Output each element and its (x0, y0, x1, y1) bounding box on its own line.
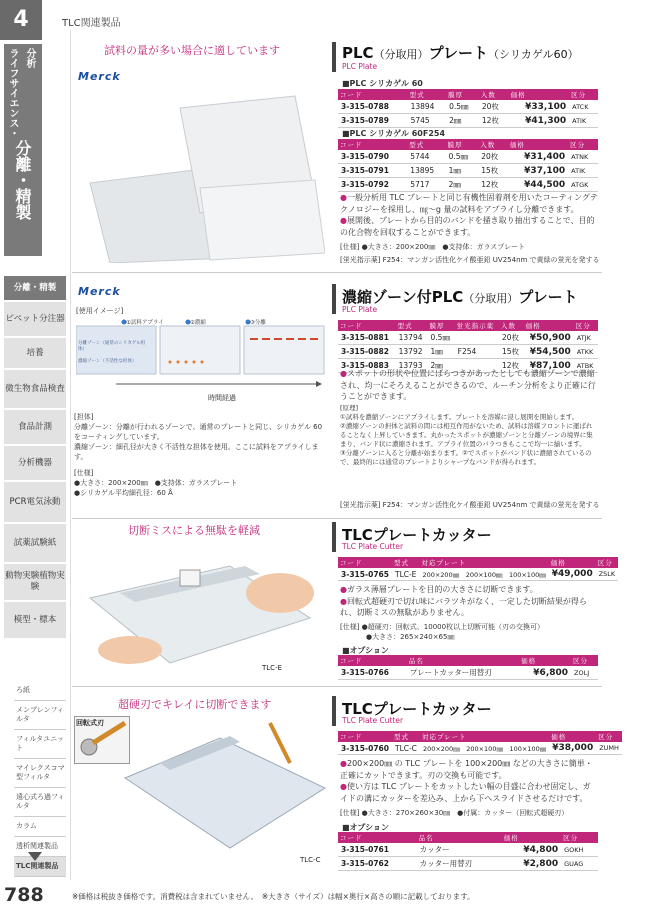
title-bar (332, 42, 336, 72)
support-desc: [担体] 分離ゾーン：分離が行われるゾーンで、通常のプレートと同じ、シリカゲル 60 をコーティングしています。 濃縮ゾーン：細孔径が大きく不活性な担体を使用。ここに試料をアプライします。 [仕様] ●大きさ：200×200㎜ ●支持体：ガラスプレート ●シリカゲル平均細孔径：60 Å (74, 413, 323, 497)
table-row: 3-315-0760 TLC-C 200×200㎜ 200×100㎜ 100×100㎜ ¥38,000 ZUMH (338, 742, 622, 755)
product-title: 濃縮ゾーン付PLC（分取用）プレート (342, 288, 578, 306)
table-row: 3-315-0788 13894 0.5㎜ 20枚 ¥33,100 ATCK (338, 100, 598, 114)
fluorescent-note: [蛍光指示薬] F254：マンガン活性化ケイ酸亜鉛 UV254nm で黄緑の蛍光を発する (340, 501, 600, 509)
table-row: 3-315-0762 カッター用替刃 ¥2,800 GUAG (338, 857, 598, 871)
price-table: コード 型式 膜厚 入数 価格 区分 3-315-0790 5744 0.5㎜ 20枚 ¥31,400 ATNK 3-315-0791 13895 1㎜ 15枚 ¥37,100 ATIK 3-315-0792 5717 2㎜ 12枚 ¥44,500 ATGK (338, 139, 598, 192)
nav-item-model[interactable]: 模型・標本 (4, 602, 66, 640)
group-label: ■PLC シリカゲル 60 (342, 79, 423, 88)
sub-item[interactable]: メンブレンフィルタ (14, 701, 66, 730)
merck-logo: Merck (78, 70, 121, 83)
nav-item-analysis[interactable]: 分析機器 (4, 446, 66, 482)
feature-list: ●スポットの形状や位置にばらつきがあったとしても濃縮ゾーンで濃縮され、均一にそろえることができるので、ルーチン分析をより正確に行うことができます。 (340, 369, 596, 401)
image-label: [使用イメージ] (76, 307, 124, 315)
category-title: 分離・精製 (13, 140, 32, 220)
sidebar-category (4, 44, 42, 256)
spec: [仕様] ●大きさ：270×260×30㎜ ●付属：カッター（回転式超硬刃） (340, 809, 569, 817)
sub-item-current[interactable]: TLC関連製品 (14, 857, 66, 877)
nav-item-food[interactable]: 食品計測 (4, 410, 66, 446)
nav-item-separation[interactable]: 分離・精製 (4, 276, 66, 302)
product-subtitle: TLC Plate Cutter (342, 716, 404, 725)
sub-item[interactable]: マイレクスコマ型フィルタ (14, 759, 66, 788)
product-title: TLCプレートカッター (342, 700, 492, 718)
table-row: 3-315-0790 5744 0.5㎜ 20枚 ¥31,400 ATNK (338, 150, 598, 164)
table-row: 3-315-0882 13792 1㎜ F254 15枚 ¥54,500 ATKK (338, 345, 598, 359)
table-row: 3-315-0881 13794 0.5㎜ 20枚 ¥50,900 ATJK (338, 331, 598, 345)
option-table: コード 品名 価格 区分 3-315-0761 カッター ¥4,800 GOKH 3-315-0762 カッター用替刃 ¥2,800 GUAG (338, 832, 598, 871)
group-label: ■PLC シリカゲル 60F254 (342, 129, 446, 138)
sub-nav (14, 681, 66, 877)
chapter-number: 4 (0, 0, 42, 40)
sub-item[interactable]: 遠心式ろ過フィルタ (14, 788, 66, 817)
sub-item[interactable]: フィルタユニット (14, 730, 66, 759)
price-table: コード 型式 膜厚 入数 価格 区分 3-315-0788 13894 0.5㎜ 20枚 ¥33,100 ATCK 3-315-0789 5745 2㎜ 12枚 ¥41,300 ATIK (338, 89, 598, 128)
price-table: コード 型式 対応プレート 価格 区分 3-315-0760 TLC-C 200×200㎜ 200×100㎜ 100×100㎜ ¥38,000 ZUMH (338, 731, 622, 755)
page-number: 788 (4, 884, 44, 906)
sub-item[interactable]: ろ紙 (14, 681, 66, 701)
triangle-down-icon (28, 852, 42, 861)
divider (70, 30, 71, 880)
zone-label-separation: 分離ゾーン（通常のシリカゲル担体） (78, 341, 146, 352)
table-row: 3-315-0883 13793 2㎜ 12枚 ¥87,100 ATBK (338, 359, 598, 373)
plate-image (80, 88, 325, 263)
table-row: 3-315-0792 5717 2㎜ 12枚 ¥44,500 ATGK (338, 178, 598, 192)
table-row: 3-315-0791 13895 1㎜ 15枚 ¥37,100 ATIK (338, 164, 598, 178)
step-label-separate: ③分離 (250, 320, 266, 326)
usage-diagram (76, 318, 330, 393)
section-divider (72, 518, 602, 519)
feature-list: ●一般分析用 TLC プレートと同じ有機性固着剤を用いたコーティングテクノロジーを採用し、㎎～g 量の試料をアプライし分離できます。 ●展開後、プレートから目的のバンドを掻き取り抽出することで、目的の化合物を回収することができます。 (340, 193, 598, 237)
nav-item-microbe[interactable]: 微生物食品検査 (4, 370, 66, 410)
price-table: コード 型式 膜厚 蛍光指示薬 入数 価格 区分 3-315-0881 13794 0.5㎜ 20枚 ¥50,900 ATJK 3-315-0882 13792 1㎜ F254 15枚 ¥54,500 ATKK 3-315-0883 13793 2㎜ 12枚 ¥87,100 ATBK (338, 320, 598, 373)
image-caption: TLC-E (262, 664, 283, 672)
product-subtitle: TLC Plate Cutter (342, 542, 404, 551)
merck-logo: Merck (78, 285, 121, 298)
product-title: PLC（分取用）プレート（シリカゲル60） (342, 44, 579, 62)
inset-label: 回転式刃 (76, 719, 104, 727)
tagline: 超硬刃でキレイに切断できます (118, 698, 272, 711)
category-text-2: 分析 (24, 48, 35, 68)
tagline: 切断ミスによる無駄を軽減 (128, 524, 260, 537)
fluorescent-note: [蛍光指示薬] F254：マンガン活性化ケイ酸亜鉛 UV254nm で黄緑の蛍光を発する (340, 256, 600, 264)
step-label-apply: ①試料アプライ (126, 320, 164, 326)
footnote: ※価格は税抜き価格です。消費税は含まれていません。 ※大きさ（サイズ）は幅×奥行×高さの順に記載しております。 (72, 892, 475, 901)
title-bar (332, 284, 336, 314)
category-label: TLC関連製品 (62, 18, 121, 29)
title-bar (332, 522, 336, 552)
option-label: ■オプション (342, 823, 389, 832)
section-divider (72, 686, 602, 687)
feature-list: ●200×200㎜ の TLC プレートを 100×200㎜ などの大きさに簡単・正確にカットできます。刃の交換も可能です。 ●使い方は TLC プレートをカットしたい幅の目盛に合わせ固定し、ガイドの溝にカッターを差込み、上から下へスライドさせるだけです。 (340, 759, 593, 803)
option-label: ■オプション (342, 646, 389, 655)
sub-item[interactable]: カラム (14, 817, 66, 837)
category-text-1: ライフサイエンス・ (7, 48, 18, 138)
zone-label-concentration: 濃縮ゾーン（不活性な担体） (78, 359, 137, 364)
spec: [仕様] ●超硬刃：回転式、10000枚以上切断可能（刃の交換可） ●大きさ：265×240×65㎜ (340, 623, 545, 641)
option-table: コード 品名 価格 区分 3-315-0766 プレートカッター用替刃 ¥6,800 ZOLJ (338, 655, 598, 680)
spec: [仕様] ●大きさ：200×200㎜ ●支持体：ガラスプレート (340, 243, 525, 251)
table-row: 3-315-0761 カッター ¥4,800 GOKH (338, 843, 598, 857)
nav-item-animal[interactable]: 動物実験植物実験 (4, 564, 66, 602)
product-subtitle: PLC Plate (342, 62, 378, 71)
image-caption: TLC-C (300, 856, 321, 864)
feature-list: ●ガラス薄層プレートを目的の大きさに切断できます。 ●回転式超硬刃で切れ味にバラツキがなく、一定した切断結果が得られ、切断ミスの無駄がありません。 (340, 585, 587, 617)
product-subtitle: PLC Plate (342, 305, 378, 314)
principle: [原理] ①試料を濃縮ゾーンにアプライします。プレートを溶媒に浸し展開を開始します。 ②濃縮ゾーンの担体と試料の間には相互作用がないため、試料は溶媒フロントに運ばれることなく上昇していきます。丸かったスポットが濃縮ゾーンと分離ゾーンの境界に集まり、バンド状に濃縮されます。アプライ位置のバラつきもここで均一に揃います。 ③分離ゾーンに入ると分離が始まります。②でスポットがバンド状に濃縮されているので、最終的には通常のプレートよりシャープなバンドが得られます。 (340, 404, 593, 466)
title-bar (332, 696, 336, 726)
nav-item-pcr[interactable]: PCR電気泳動 (4, 482, 66, 524)
tagline: 試料の量が多い場合に適しています (104, 44, 280, 57)
section-divider (72, 272, 602, 273)
table-row: 3-315-0766 プレートカッター用替刃 ¥6,800 ZOLJ (338, 666, 598, 680)
price-table: コード 型式 対応プレート 価格 区分 3-315-0765 TLC-E 200×200㎜ 200×100㎜ 100×100㎜ ¥49,000 ZSLK (338, 557, 618, 581)
table-row: 3-315-0789 5745 2㎜ 12枚 ¥41,300 ATIK (338, 114, 598, 128)
time-label: 時間経過 (208, 394, 236, 402)
cutter-e-image (80, 538, 330, 678)
nav-item-pipette[interactable]: ピペット分注器 (4, 302, 66, 338)
product-title: TLCプレートカッター (342, 526, 492, 544)
sidebar-nav (4, 276, 66, 640)
sub-item[interactable]: 透析関連製品 (14, 837, 66, 857)
step-label-concentrate: ②濃縮 (190, 320, 206, 326)
nav-item-culture[interactable]: 培養 (4, 338, 66, 370)
table-row: 3-315-0765 TLC-E 200×200㎜ 200×100㎜ 100×100㎜ ¥49,000 ZSLK (338, 568, 618, 581)
cutter-c-image (120, 718, 330, 858)
nav-item-reagent[interactable]: 試薬試験紙 (4, 524, 66, 564)
